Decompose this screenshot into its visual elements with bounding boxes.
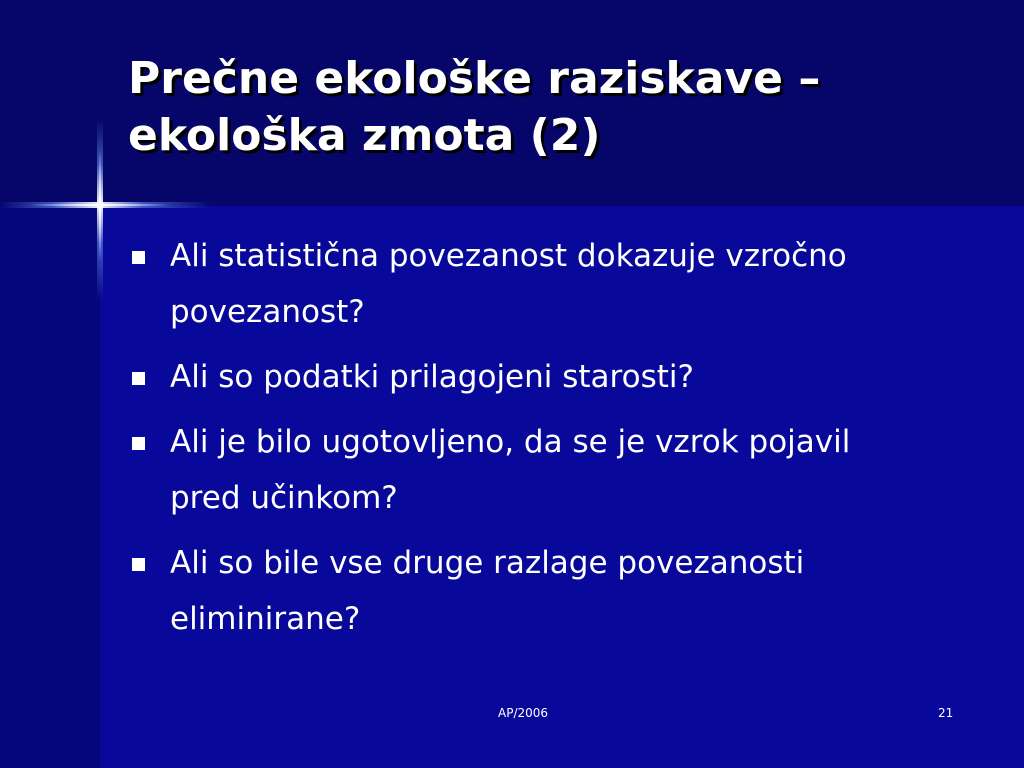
bullet-text-line: povezanost?	[170, 294, 365, 330]
bullet-text-line: Ali je bilo ugotovljeno, da se je vzrok pojavil	[170, 424, 851, 460]
sparkle-core-vertical	[99, 150, 101, 260]
slide-title	[128, 50, 988, 164]
slide-title-line-2: ekološka zmota (2)	[128, 110, 601, 161]
bullet-text-line: pred učinkom?	[170, 480, 398, 516]
bullet-item	[132, 414, 992, 526]
square-bullet-icon	[132, 251, 145, 264]
bullet-text-line: Ali so bile vse druge razlage povezanosti	[170, 545, 805, 581]
bullet-item	[132, 535, 992, 647]
bullet-text-line: eliminirane?	[170, 601, 361, 637]
square-bullet-icon	[132, 558, 145, 571]
bullet-list	[132, 228, 992, 656]
bullet-item	[132, 228, 992, 340]
bullet-text-line: Ali so podatki prilagojeni starosti?	[170, 359, 694, 395]
square-bullet-icon	[132, 437, 145, 450]
bullet-item	[132, 349, 992, 405]
square-bullet-icon	[132, 372, 145, 385]
slide-number: 21	[938, 706, 954, 720]
footer-author-date: AP/2006	[498, 706, 549, 720]
bullet-text-line: Ali statistična povezanost dokazuje vzročno	[170, 238, 847, 274]
slide-title-line-1: Prečne ekološke raziskave –	[128, 53, 821, 104]
